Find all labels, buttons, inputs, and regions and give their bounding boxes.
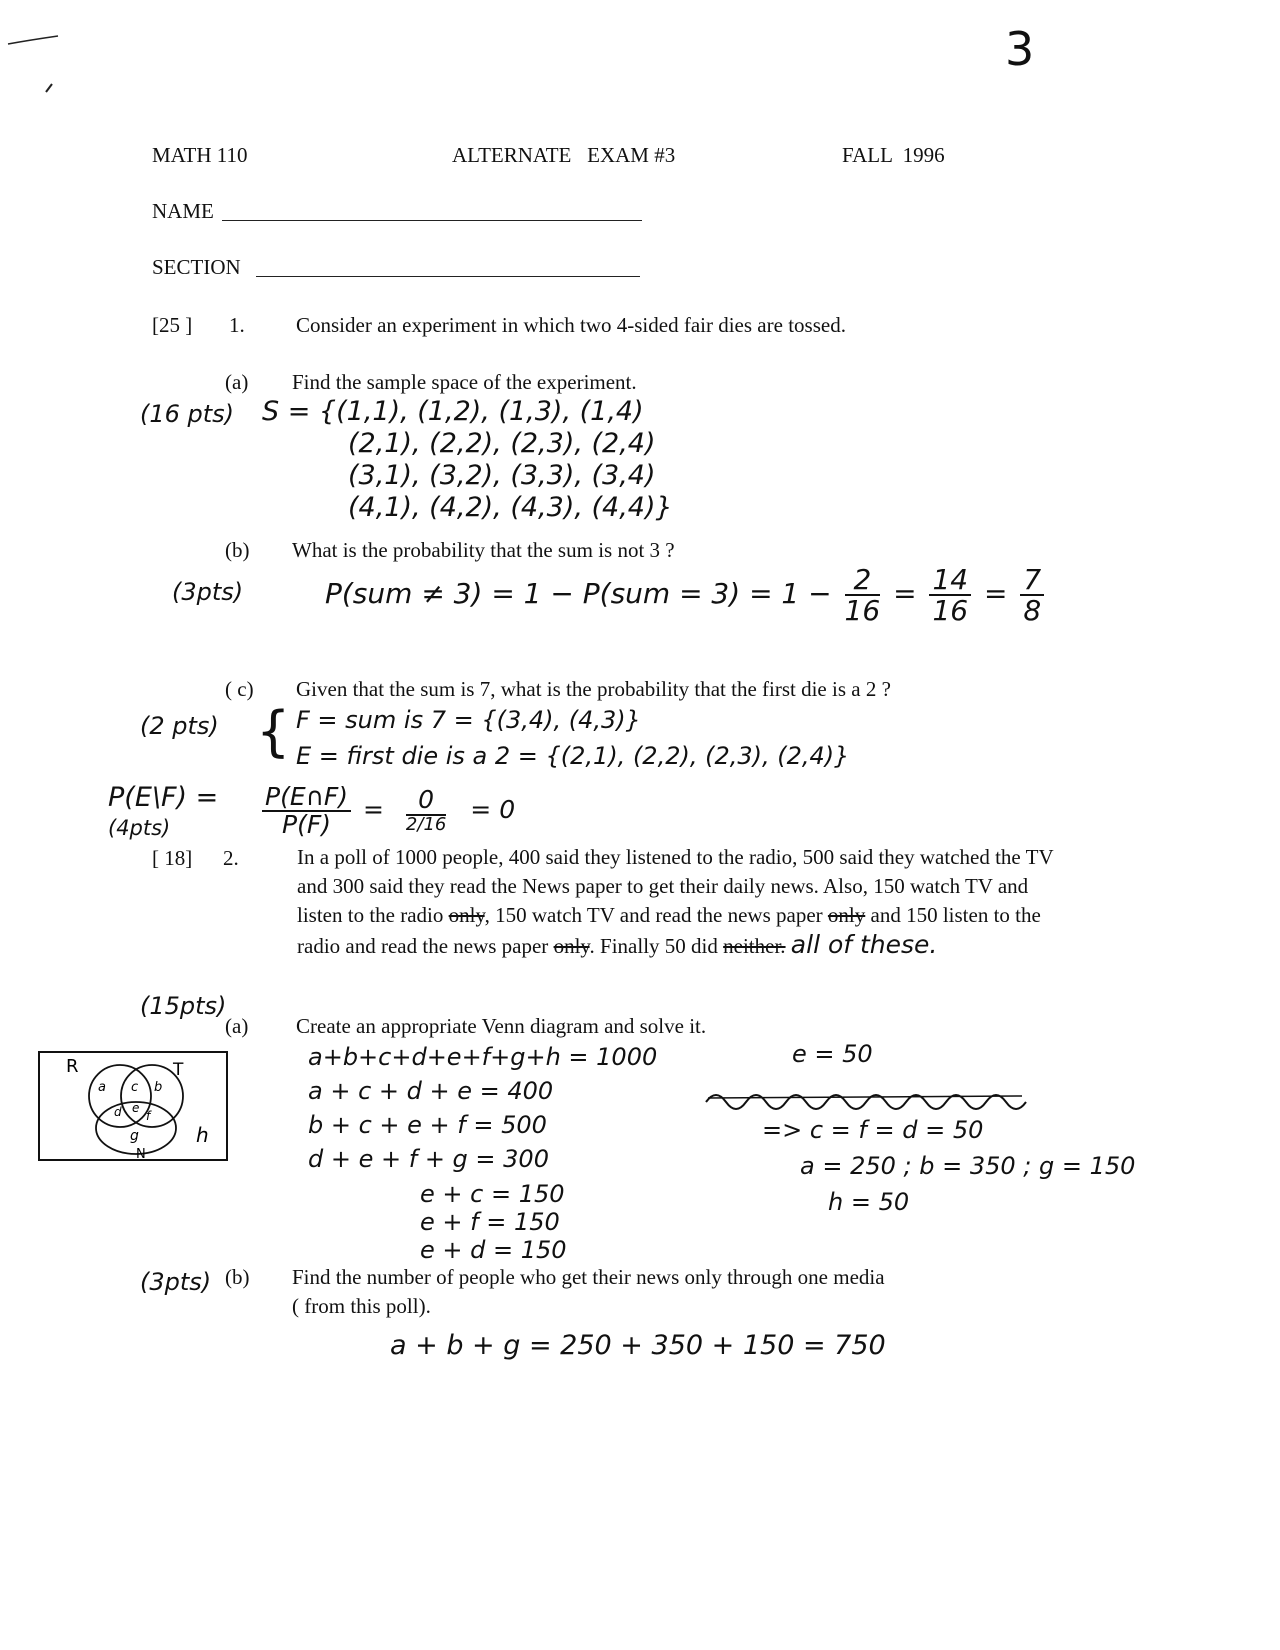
q1b-frac2-den: 16 (932, 594, 969, 627)
q1b-label: (b) (225, 538, 250, 562)
q2-text-1: In a poll of 1000 people, 400 said they listened to the radio, 500 said they watched the TV and 300 said they read the News paper to get their daily news. Also, 150 watch TV and listen to the radio (297, 845, 1054, 927)
q1a-points-note: (16 pts) (140, 400, 235, 428)
course-title: MATH 110 (152, 143, 248, 167)
q1c-points-note: (2 pts) (140, 712, 219, 740)
venn-region-f: f (146, 1109, 151, 1123)
q2-struck-2: only (827, 903, 866, 927)
q1b-frac3-den: 8 (1023, 594, 1042, 627)
q1c-ratio (262, 781, 351, 839)
section-field-line (256, 276, 640, 277)
q2-text-4: . Finally 50 did (589, 934, 724, 958)
q2-text-2: , 150 watch TV and read the news paper (484, 903, 828, 927)
q1b-fraction-1 (844, 562, 881, 627)
q1a-prompt: Find the sample space of the experiment. (292, 370, 637, 394)
venn-label-N: N (136, 1147, 146, 1162)
venn-label-R: R (66, 1056, 79, 1077)
q2-struck-3: only (553, 934, 590, 958)
q2a-equation-4: d + e + f + g = 300 (308, 1145, 549, 1173)
q1a-label: (a) (225, 370, 249, 394)
q1c-brace: { (256, 700, 291, 763)
q1c-conditional-lhs: P(E\F) = (108, 782, 219, 813)
q1c-ratio-num: P(E∩F) (262, 784, 351, 812)
q2a-pair-equations (420, 1180, 567, 1264)
q1c-value (406, 787, 446, 834)
scan-marks (0, 0, 140, 110)
q2a-equation-2: a + c + d + e = 400 (308, 1077, 554, 1105)
name-field-line (222, 220, 642, 221)
q2b-prompt-line-1: Find the number of people who get their news only through one media (292, 1265, 885, 1289)
venn-region-g: g (130, 1128, 139, 1144)
venn-region-c: c (131, 1080, 139, 1095)
q2-text-3: and 150 listen to the radio and read the news paper (297, 903, 1041, 958)
q1b-frac2-num: 14 (929, 565, 971, 596)
name-label: NAME (152, 199, 214, 223)
q1c-equals: = (363, 795, 384, 824)
page-number: 3 (1005, 22, 1035, 76)
q2a-solution-h: h = 50 (828, 1188, 910, 1216)
q2-struck-4: neither. (723, 934, 786, 958)
q2a-prompt: Create an appropriate Venn diagram and solve it. (296, 1014, 707, 1038)
q2a-label: (a) (225, 1014, 249, 1038)
q1c-ratio-den: P(F) (282, 810, 332, 839)
q2-points: [ 18] (152, 846, 193, 870)
q2a-solution-e: e = 50 (792, 1040, 873, 1068)
q1c-result: = 0 (470, 795, 516, 824)
q1b-frac3-num: 7 (1020, 565, 1044, 596)
q2a-scribbled-out-work (702, 1084, 1032, 1114)
q1a-answer-row-2: (2,1), (2,2), (2,3), (2,4) (348, 428, 656, 459)
q1c-conditional-points: (4pts) (108, 816, 171, 840)
q1a-answer-row-4: (4,1), (4,2), (4,3), (4,4)} (348, 492, 673, 523)
q2a-solution-cfd: => c = f = d = 50 (762, 1116, 984, 1144)
q1-number: 1. (229, 313, 245, 337)
q2-handwritten-correction: all of these. (790, 930, 938, 959)
exam-title: ALTERNATE EXAM #3 (452, 143, 676, 167)
q1b-answer (325, 564, 1048, 628)
q2b-answer: a + b + g = 250 + 350 + 150 = 750 (390, 1330, 886, 1361)
q2b-points-note: (3pts) (140, 1268, 212, 1296)
venn-diagram (36, 1048, 232, 1166)
q1b-frac1-num: 2 (845, 565, 881, 596)
q1c-label: ( c) (225, 677, 254, 701)
q2a-equation-7: e + d = 150 (420, 1236, 567, 1264)
venn-region-a: a (98, 1080, 106, 1095)
q2a-equation-1: a+b+c+d+e+f+g+h = 1000 (308, 1043, 658, 1071)
q1b-answer-lhs: P(sum ≠ 3) = 1 − P(sum = 3) = 1 − (325, 577, 832, 610)
q1b-eq-2: = (984, 577, 1008, 610)
q1b-points-note: (3pts) (172, 578, 244, 606)
section-label: SECTION (152, 255, 241, 279)
q1b-fraction-2 (929, 562, 971, 627)
q1c-F-definition: F = sum is 7 = {(3,4), (4,3)} (296, 706, 641, 734)
venn-region-d: d (114, 1105, 122, 1119)
q1c-E-definition: E = first die is a 2 = {(2,1), (2,2), (2,3), (2,4)} (296, 742, 850, 770)
q1b-prompt: What is the probability that the sum is not 3 ? (292, 538, 675, 562)
q2a-equation-3: b + c + e + f = 500 (308, 1111, 547, 1139)
q1b-eq-1: = (893, 577, 917, 610)
q1b-fraction-3 (1020, 562, 1044, 627)
venn-label-T: T (173, 1060, 184, 1080)
q2a-equations (308, 1040, 657, 1176)
q2-prompt (297, 843, 1057, 961)
venn-region-b: b (154, 1080, 163, 1095)
q1-prompt: Consider an experiment in which two 4-sided fair dies are tossed. (296, 313, 846, 337)
venn-region-h: h (196, 1123, 209, 1147)
q2a-equation-5: e + c = 150 (420, 1180, 565, 1208)
q1a-answer-row-3: (3,1), (3,2), (3,3), (3,4) (348, 460, 656, 491)
q2a-points-note: (15pts) (140, 992, 227, 1020)
venn-region-e: e (132, 1101, 140, 1115)
q2b-prompt-line-2: ( from this poll). (292, 1294, 431, 1318)
q1c-value-den: 2/16 (405, 813, 447, 835)
q2-number: 2. (223, 846, 239, 870)
q1b-frac1-den: 16 (844, 594, 881, 627)
q1a-answer-row-1: S = {(1,1), (1,2), (1,3), (1,4) (262, 396, 644, 427)
exam-term: FALL 1996 (842, 143, 945, 167)
q2a-equation-6: e + f = 150 (420, 1208, 560, 1236)
q1c-conditional-formula (258, 780, 515, 840)
q2-struck-1: only (448, 903, 485, 927)
q1-points: [25 ] (152, 313, 193, 337)
q2b-label: (b) (225, 1265, 250, 1289)
q2a-solution-abg: a = 250 ; b = 350 ; g = 150 (800, 1152, 1136, 1180)
q1c-value-num: 0 (406, 787, 446, 815)
q1c-prompt: Given that the sum is 7, what is the probability that the first die is a 2 ? (296, 677, 891, 701)
